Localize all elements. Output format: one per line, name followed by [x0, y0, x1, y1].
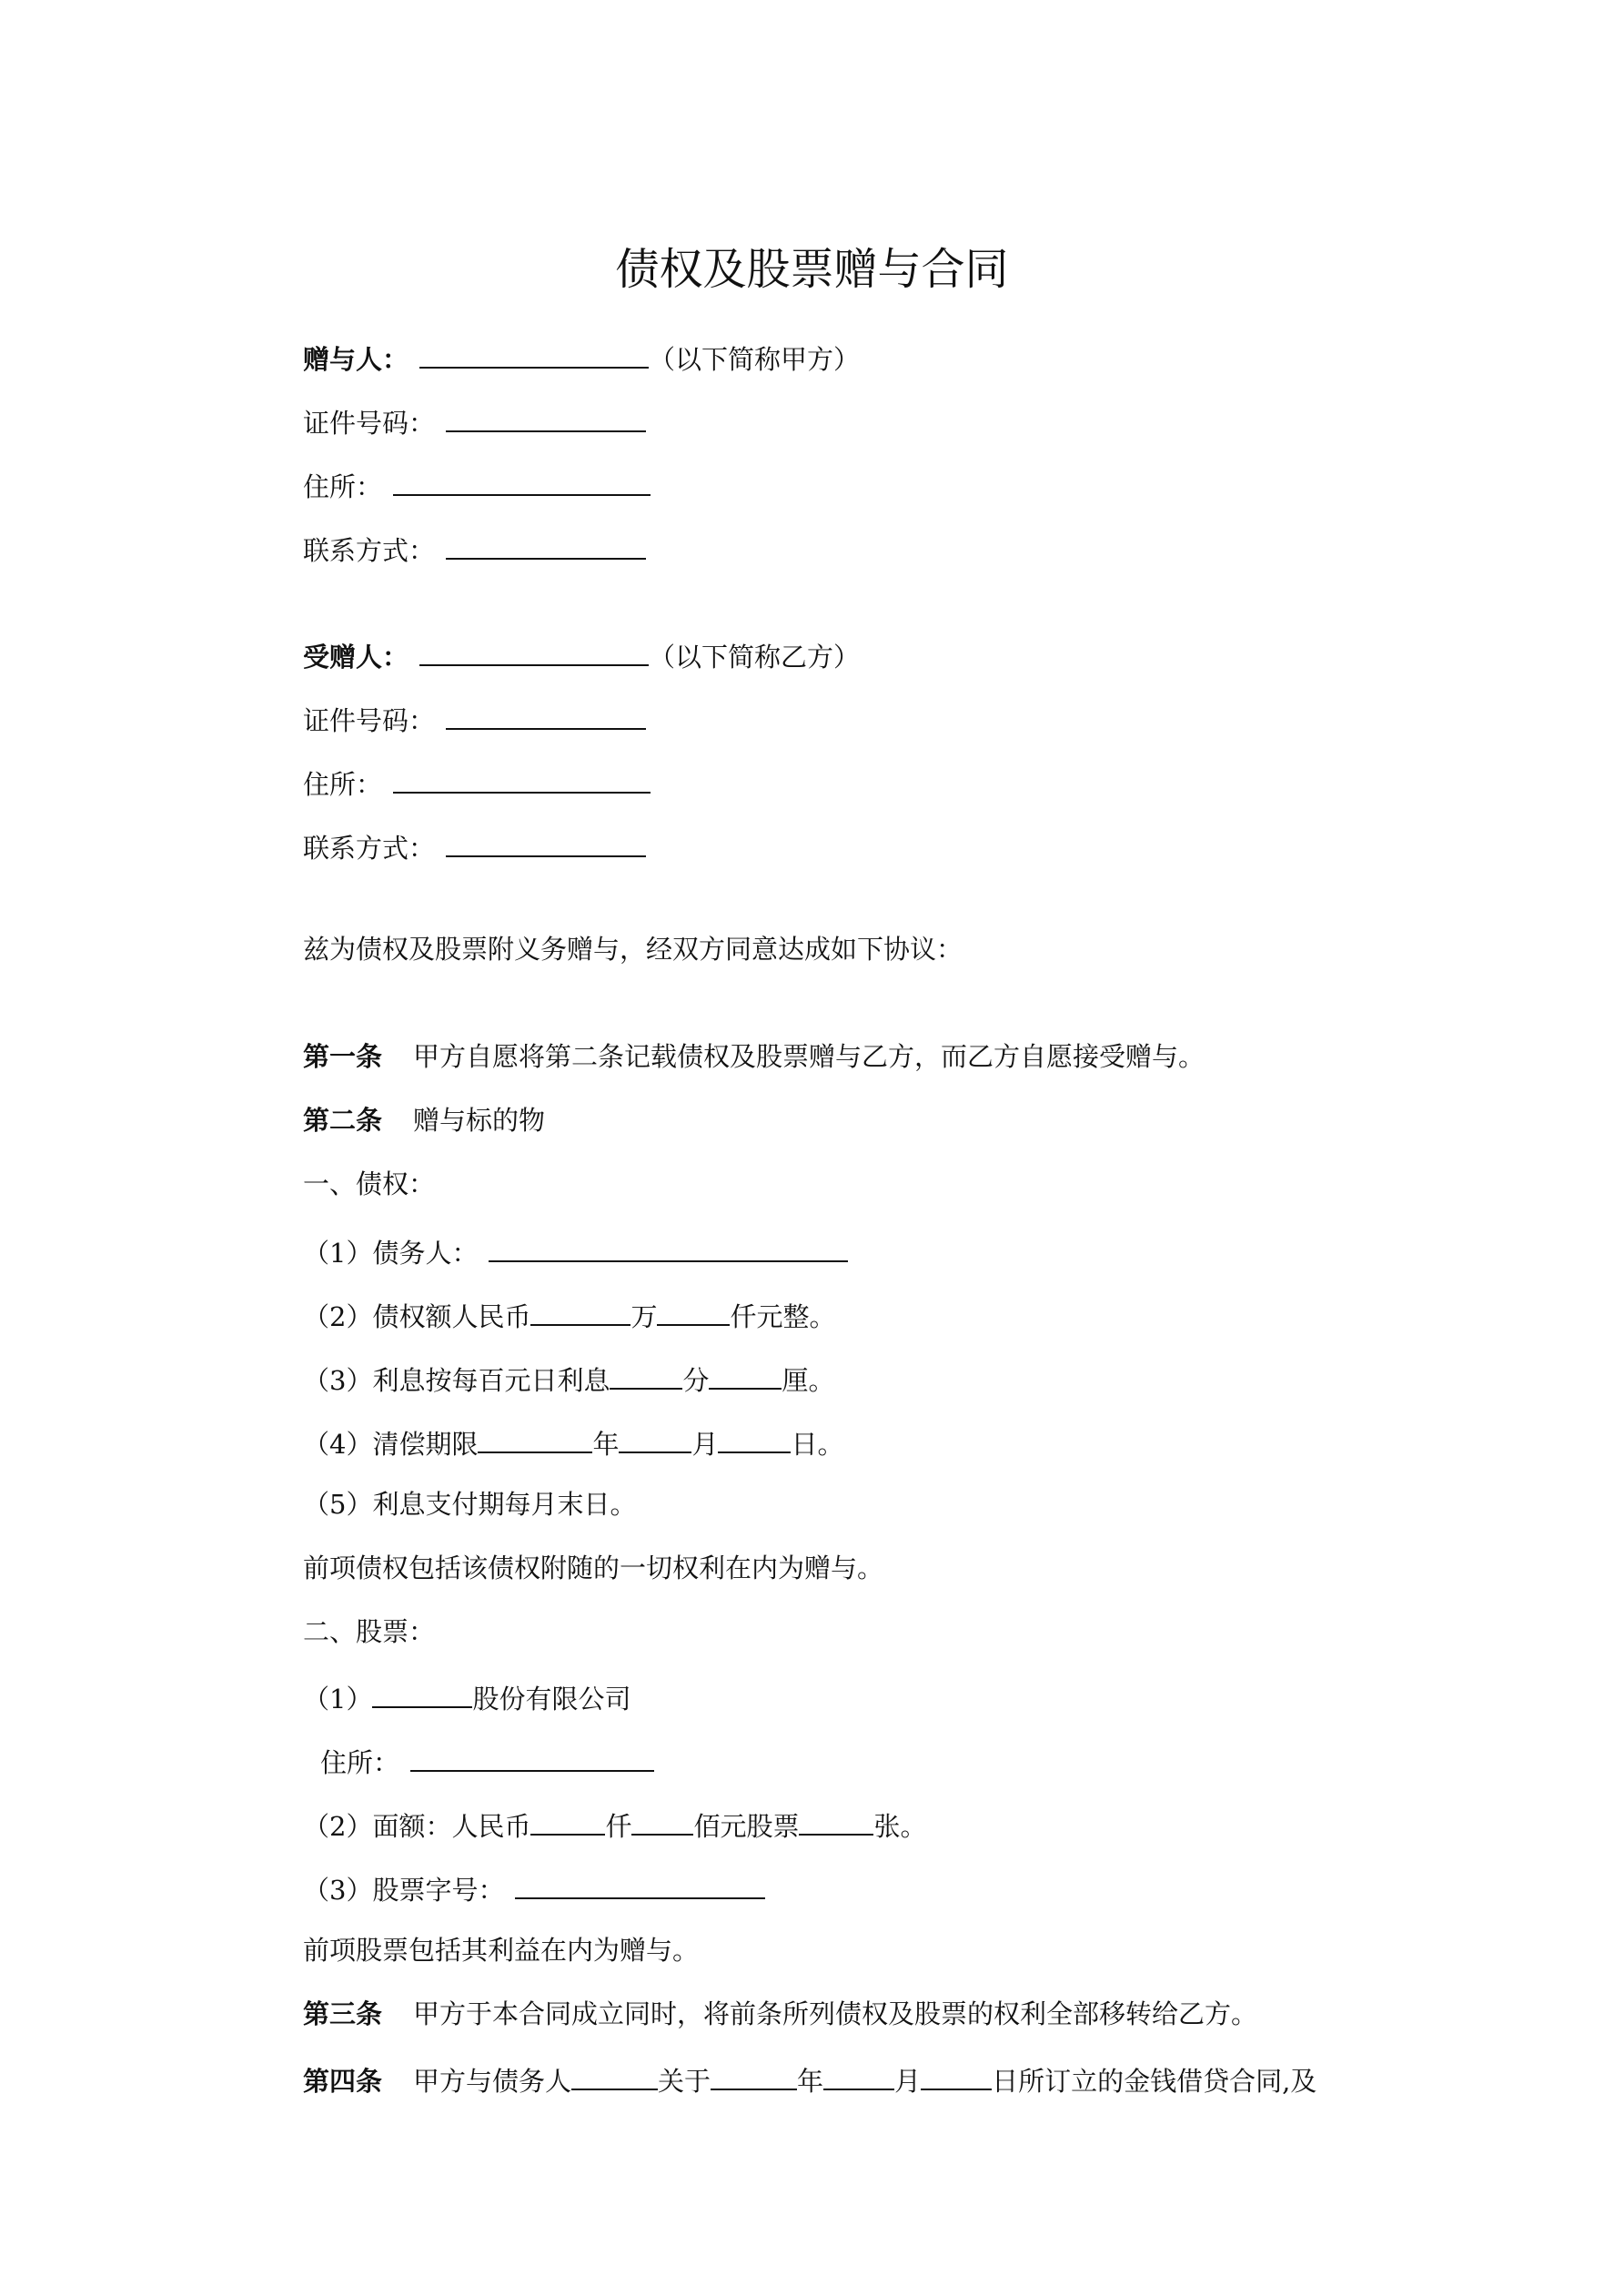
loan-day-blank[interactable] [921, 2061, 992, 2090]
claims-item-5: （5）利息支付期每月末日。 [303, 1489, 637, 1520]
donee-address-blank[interactable] [393, 764, 651, 794]
article-4-part5: 日所订立的金钱借贷合同,及 [992, 2066, 1317, 2097]
claims-closing: 前项债权包括该债权附随的一切权利在内为赠与。 [303, 1553, 884, 1583]
claims-item-4-unit2: 月 [691, 1429, 719, 1460]
donor-address-line [303, 467, 651, 500]
stocks-item-3-prefix: （3）股票字号： [303, 1875, 505, 1906]
debtor-blank[interactable] [489, 1233, 848, 1262]
claims-item-4-unit1: 年 [592, 1429, 620, 1460]
company-address-blank[interactable] [410, 1743, 654, 1772]
claims-item-2 [303, 1297, 835, 1330]
donor-address-blank[interactable] [393, 467, 651, 496]
donee-contact-label: 联系方式： [303, 833, 436, 864]
donor-name-blank[interactable] [419, 339, 649, 369]
claim-amount-qian-blank[interactable] [657, 1297, 730, 1326]
article-1-text: 甲方自愿将第二条记载债权及股票赠与乙方，而乙方自愿接受赠与。 [413, 1041, 1205, 1072]
loan-year-blank[interactable] [711, 2061, 797, 2090]
article-2-text: 赠与标的物 [413, 1105, 546, 1136]
donor-id-line [303, 403, 646, 439]
loan-month-blank[interactable] [823, 2061, 894, 2090]
article-2 [303, 1104, 545, 1137]
claims-item-2-suffix: 仟元整。 [730, 1301, 836, 1332]
donee-address-line [303, 764, 651, 800]
due-day-blank[interactable] [718, 1424, 791, 1453]
donee-name-line [303, 637, 861, 673]
face-value-qian-blank[interactable] [530, 1806, 605, 1836]
claims-item-4-prefix: （4）清偿期限 [303, 1429, 479, 1460]
due-month-blank[interactable] [619, 1424, 691, 1453]
due-year-blank[interactable] [478, 1424, 592, 1453]
stocks-item-2-unit1: 仟 [605, 1811, 632, 1842]
stocks-item-1-suffix: 股份有限公司 [472, 1684, 631, 1714]
article-4-part2: 关于 [658, 2066, 711, 2097]
stocks-item-2-suffix: 张。 [873, 1811, 927, 1842]
donor-note: （以下简称甲方） [649, 344, 861, 375]
claims-item-3-suffix: 厘。 [782, 1365, 835, 1396]
stocks-closing: 前项股票包括其利益在内为赠与。 [303, 1935, 700, 1966]
donor-address-label: 住所： [303, 471, 383, 502]
stocks-item-2 [303, 1806, 927, 1842]
debtor-name-blank[interactable] [571, 2061, 658, 2090]
donee-name-blank[interactable] [419, 637, 649, 666]
donee-id-label: 证件号码： [303, 705, 436, 736]
donee-address-label: 住所： [303, 769, 383, 800]
claims-item-2-prefix: （2）债权额人民币 [303, 1301, 531, 1332]
claim-amount-wan-blank[interactable] [530, 1297, 630, 1326]
stocks-item-3 [303, 1870, 765, 1906]
article-2-heading: 第二条 [303, 1105, 383, 1136]
donor-contact-blank[interactable] [446, 531, 646, 560]
stocks-heading: 二、股票： [303, 1616, 436, 1647]
donor-contact-line [303, 531, 646, 566]
claims-item-4 [303, 1424, 844, 1460]
claims-item-2-unit1: 万 [630, 1301, 658, 1332]
donee-contact-line [303, 828, 646, 864]
claims-heading: 一、债权： [303, 1168, 436, 1199]
stocks-item-2-prefix: （2）面额：人民币 [303, 1811, 531, 1842]
article-4-part4: 月 [894, 2066, 922, 2097]
stock-number-blank[interactable] [515, 1870, 765, 1899]
donor-contact-label: 联系方式： [303, 535, 436, 566]
company-name-blank[interactable] [372, 1679, 472, 1708]
claims-item-3-unit1: 分 [682, 1365, 710, 1396]
article-3-heading: 第三条 [303, 1998, 383, 2029]
article-4 [303, 2061, 1317, 2097]
claims-item-3 [303, 1360, 835, 1396]
document-title: 债权及股票赠与合同 [615, 244, 1009, 295]
interest-li-blank[interactable] [709, 1360, 782, 1390]
stocks-address-line [320, 1743, 654, 1778]
donor-id-blank[interactable] [446, 403, 646, 432]
claims-item-1 [303, 1233, 848, 1269]
article-4-part1: 甲方与债务人 [413, 2066, 572, 2097]
article-1-heading: 第一条 [303, 1041, 383, 1072]
donee-contact-blank[interactable] [446, 828, 646, 857]
stocks-item-2-unit2: 佰元股票 [693, 1811, 800, 1842]
donee-id-blank[interactable] [446, 701, 646, 730]
donor-label: 赠与人： [303, 344, 409, 375]
article-1 [303, 1040, 1205, 1073]
stocks-address-label: 住所： [320, 1747, 400, 1778]
article-4-part3: 年 [797, 2066, 824, 2097]
claims-item-4-suffix: 日。 [791, 1429, 844, 1460]
stocks-item-1 [303, 1679, 630, 1712]
donor-id-label: 证件号码： [303, 408, 436, 439]
donee-note: （以下简称乙方） [649, 642, 861, 673]
donee-id-line [303, 701, 646, 736]
article-3 [303, 1998, 1257, 2030]
claims-item-1-prefix: （1）债务人： [303, 1238, 479, 1269]
stocks-item-1-prefix: （1） [303, 1684, 373, 1714]
preamble: 兹为债权及股票附义务赠与，经双方同意达成如下协议： [303, 934, 963, 965]
article-3-text: 甲方于本合同成立同时，将前条所列债权及股票的权利全部移转给乙方。 [413, 1998, 1258, 2029]
interest-fen-blank[interactable] [610, 1360, 682, 1390]
face-value-bai-blank[interactable] [631, 1806, 693, 1836]
donor-name-line [303, 339, 861, 375]
donee-label: 受赠人： [303, 642, 409, 673]
claims-item-3-prefix: （3）利息按每百元日利息 [303, 1365, 610, 1396]
share-count-blank[interactable] [799, 1806, 873, 1836]
article-4-heading: 第四条 [303, 2066, 383, 2097]
